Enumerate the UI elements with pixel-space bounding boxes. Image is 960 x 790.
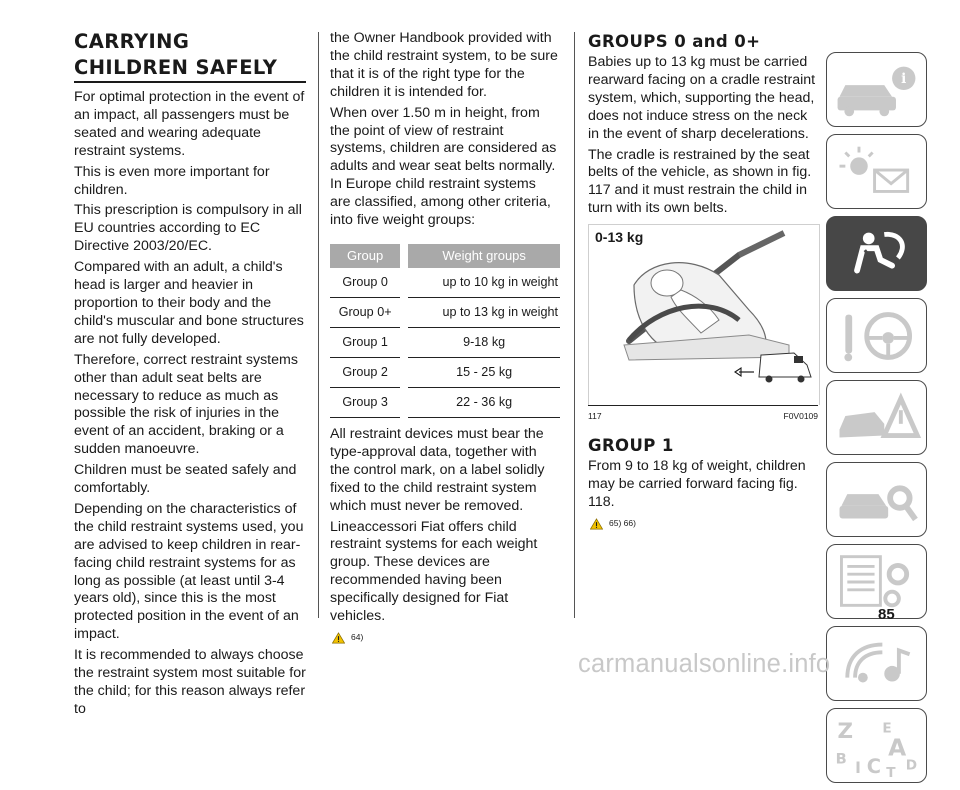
- maintenance-icon: [827, 463, 926, 536]
- warning-triangle-icon: [332, 632, 345, 644]
- column-divider: [318, 32, 319, 618]
- svg-text:C: C: [866, 755, 882, 779]
- table-row: [330, 297, 560, 327]
- tab-emergency[interactable]: [826, 380, 927, 455]
- table-row: [330, 387, 560, 417]
- weight-groups-table: [330, 244, 560, 418]
- warning-lights-icon: [827, 135, 926, 208]
- figure-weight-label: 0-13 kg: [595, 229, 644, 246]
- table-cell: 15 - 25 kg: [408, 357, 560, 387]
- tab-car-info[interactable]: [826, 52, 927, 127]
- paragraph: When over 1.50 m in height, from the point of view of restraint systems, children are considered as adults and wear seat belts normally. In Europe child restraint systems are classified, among other criteria, into five weight groups:: [330, 104, 557, 229]
- svg-text:Z: Z: [837, 719, 854, 745]
- starting-driving-icon: [827, 299, 926, 372]
- warning-reference[interactable]: [332, 629, 560, 647]
- index-icon: [827, 709, 926, 782]
- warning-ref-text: 65) 66): [609, 517, 636, 528]
- page-number: 85: [878, 606, 895, 623]
- table-cell: 9-18 kg: [408, 327, 560, 357]
- svg-text:i: i: [901, 71, 907, 88]
- chapter-tabs: [826, 52, 927, 790]
- table-cell: up to 10 kg in weight: [408, 268, 560, 298]
- emergency-icon: [827, 381, 926, 454]
- watermark: carmanualsonline.info: [578, 650, 831, 678]
- paragraph: All restraint devices must bear the type-approval data, together with the control mark, on a label solidly fixed to the child restraint system which must never be removed.: [330, 425, 545, 514]
- technical-data-icon: [827, 545, 926, 618]
- tab-maintenance[interactable]: [826, 462, 927, 537]
- warning-ref-text: 64): [351, 631, 364, 642]
- svg-text:E: E: [882, 720, 892, 737]
- tab-safety[interactable]: [826, 216, 927, 291]
- tab-starting-driving[interactable]: [826, 298, 927, 373]
- table-cell: up to 13 kg in weight: [408, 297, 560, 327]
- figure-code: F0V0109: [783, 411, 818, 422]
- paragraph: The cradle is restrained by the seat belts of the vehicle, as shown in fig. 117 and it must restrain the child in turn with its own belts.: [588, 146, 812, 217]
- svg-text:D: D: [905, 757, 917, 774]
- paragraph: Children must be seated safely and comfortably.: [74, 462, 297, 497]
- paragraph: It is recommended to always choose the restraint system most suitable for the child; for this reason always refer to: [74, 647, 306, 717]
- multimedia-icon: [827, 627, 926, 700]
- table-cell: Group 2: [330, 357, 400, 387]
- column-2: [330, 30, 560, 647]
- table-row: [330, 327, 560, 357]
- paragraph: Compared with an adult, a child's head is larger and heavier in proportion to their body and the child's muscular and bone structures are not fully developed.: [74, 259, 304, 347]
- paragraph: This prescription is compulsory in all EU countries according to EC Directive 2003/20/EC.: [74, 202, 302, 255]
- figure-117: [588, 224, 820, 405]
- svg-text:I: I: [855, 759, 861, 778]
- svg-text:T: T: [886, 765, 896, 782]
- child-seat-illustration: [589, 225, 819, 405]
- warning-reference[interactable]: [590, 515, 818, 533]
- column-3: [588, 32, 818, 533]
- section-heading-group-1: GROUP 1: [588, 436, 674, 456]
- paragraph: Depending on the characteristics of the child restraint systems used, you are advised to keep children in rear-facing child restraint systems for as long as possible (at least until 3-4 years old), since this is the most protected position in the event of an impact.: [74, 500, 304, 643]
- table-cell: Group 0: [330, 268, 400, 298]
- table-cell: Group 1: [330, 327, 400, 357]
- tab-technical-data[interactable]: [826, 544, 927, 619]
- heading-line-1: CARRYING: [74, 30, 190, 53]
- svg-text:A: A: [888, 733, 907, 762]
- table-header-group: Group: [330, 244, 400, 268]
- table-cell: Group 3: [330, 387, 400, 417]
- paragraph: For optimal protection in the event of an impact, all passengers must be seated and wearing adequate restraint systems.: [74, 89, 305, 159]
- section-heading-groups-0: GROUPS 0 and 0+: [588, 32, 761, 51]
- figure-number: 117: [588, 411, 602, 422]
- paragraph: From 9 to 18 kg of weight, children may be carried forward facing fig. 118.: [588, 458, 806, 510]
- warning-triangle-icon: [590, 518, 603, 530]
- svg-text:B: B: [835, 750, 847, 768]
- table-row: [330, 357, 560, 387]
- paragraph: Therefore, correct restraint systems other than adult seat belts are necessary to reduce as much as possible the risk of injuries in the event of an accident, braking or a sudden manoeuvre.: [74, 351, 298, 458]
- paragraph: the Owner Handbook provided with the child restraint system, to be sure that it is of the right type for the children it is intended for.: [330, 30, 558, 100]
- paragraph: Babies up to 13 kg must be carried rearward facing on a cradle restraint system, which, supporting the head, does not induce stress on the neck in the event of sharp decelerations.: [588, 54, 816, 142]
- car-info-icon: [827, 53, 926, 126]
- tab-multimedia[interactable]: [826, 626, 927, 701]
- paragraph: This is even more important for children.: [74, 163, 270, 198]
- table-cell: Group 0+: [330, 297, 400, 327]
- tab-index[interactable]: [826, 708, 927, 783]
- paragraph: Lineaccessori Fiat offers child restraint systems for each weight group. These devices are recommended having been specifically designed for Fiat vehicles.: [330, 518, 538, 625]
- tab-warning-lights[interactable]: [826, 134, 927, 209]
- table-header-weight: Weight groups: [408, 244, 560, 268]
- heading-line-2: CHILDREN SAFELY: [74, 58, 306, 83]
- figure-caption: [588, 405, 818, 426]
- safety-airbag-icon: [827, 217, 926, 290]
- column-1: [74, 32, 306, 722]
- table-cell: 22 - 36 kg: [408, 387, 560, 417]
- column-divider: [574, 32, 575, 618]
- table-row: [330, 268, 560, 298]
